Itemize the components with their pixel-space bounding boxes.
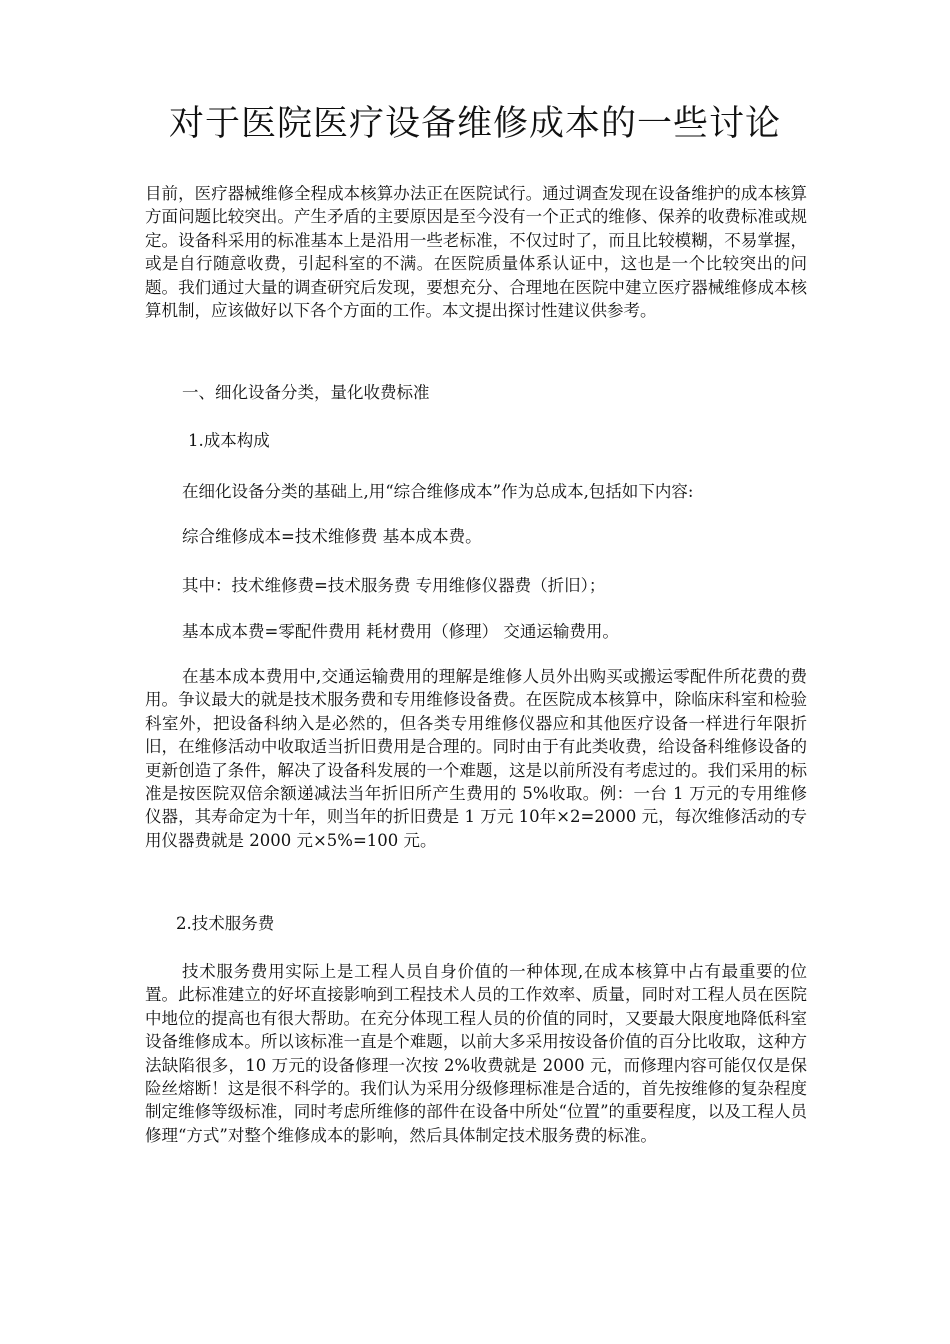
document-title: 对于医院医疗设备维修成本的一些讨论 <box>168 104 781 144</box>
tech-fee-paragraph: 技术服务费用实际上是工程人员自身价值的一种体现,在成本核算中占有最重要的位置。此标准建立的好坏直接影响到工程技术人员的工作效率、质量，同时对工程人员在医院中地位的提高也有很大帮助。在充分体现工程人员的价值的同时，又要最大限度地降低科室设备维修成本。所以该标准一直是个难题，以前大多采用按设备价值的百分比收取，这种方法缺陷很多，10 万元的设备修理一次按 2%收费就是 2000 元，而修理内容可能仅仅是保险丝熔断！这是很不科学的。我们认为采用分级修理标准是合适的，首先按维修的复杂程度制定维修等级标准，同时考虑所维修的部件在设备中所处“位置”的重要程度，以及工程人员修理“方式”对整个维修成本的影响，然后具体制定技术服务费的标准。 <box>145 962 807 1145</box>
base-cost-paragraph: 在基本成本费用中,交通运输费用的理解是维修人员外出购买或搬运零配件所花费的费用。争议最大的就是技术服务费和专用维修设备费。在医院成本核算中，除临床科室和检验科室外，把设备科纳入是必然的，但各类专用维修仪器应和其他医疗设备一样进行年限折旧，在维修活动中收取适当折旧费用是合理的。同时由于有此类收费，给设备科维修设备的更新创造了条件，解决了设备科发展的一个难题，这是以前所没有考虑过的。我们采用的标准是按医院双倍余额递减法当年折旧所产生费用的 5%收取。例：一台 1 万元的专用维修仪器，其寿命定为十年，则当年的折旧费是 1 万元 10年×2=2000 元，每次维修活动的专用仪器费就是 2000 元×5%=100 元。 <box>145 667 807 850</box>
section-heading: 一、细化设备分类，量化收费标准 <box>182 383 430 402</box>
formula-base-cost: 基本成本费=零配件费用 耗材费用（修理） 交通运输费用。 <box>182 622 619 641</box>
subsection-heading-tech-fee: 2.技术服务费 <box>176 914 275 933</box>
intro-paragraph: 目前，医疗器械维修全程成本核算办法正在医院试行。通过调查发现在设备维护的成本核算方面问题比较突出。产生矛盾的主要原因是至今没有一个正式的维修、保养的收费标准或规定。设备科采用的标准基本上是沿用一些老标准，不仅过时了，而且比较模糊，不易掌握，或是自行随意收费，引起科室的不满。在医院质量体系认证中，这也是一个比较突出的问题。我们通过大量的调查研究后发现，要想充分、合理地在医院中建立医疗器械维修成本核算机制，应该做好以下各个方面的工作。本文提出探讨性建议供参考。 <box>145 184 807 321</box>
formula-tech-fee: 其中：技术维修费=技术服务费 专用维修仪器费（折旧）； <box>182 576 606 595</box>
formula-total-cost: 综合维修成本=技术维修费 基本成本费。 <box>182 527 482 546</box>
subsection-heading-cost: 1.成本构成 <box>188 431 270 450</box>
cost-intro-line: 在细化设备分类的基础上,用“综合维修成本”作为总成本,包括如下内容: <box>182 482 694 501</box>
